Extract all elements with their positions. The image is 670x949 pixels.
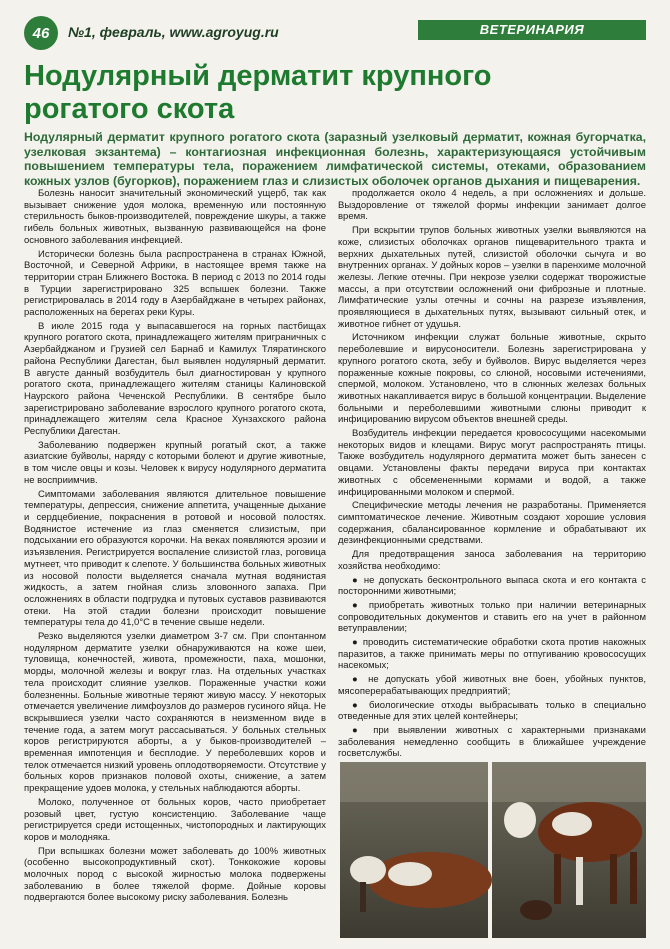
paragraph: Молоко, полученное от больных коров, часто приобретает розовый цвет, густую консистенцию. Заболевание чаще регистрируется среди истощенных, чистопородных и лактирующих коров и молодняка. bbox=[24, 796, 326, 843]
cow-patch-left bbox=[388, 862, 432, 886]
paragraph: Исторически болезнь была распространена в странах Южной, Восточной, и Северной Африки, в настоящее время также на территории стран Ближнего Востока. В период с 2013 по 2014 годы в Турции зарегистрировано 325 вспышек болезни. Также регистрировалась в 2014 году в Азербайджане в четырех районах, расположенных на берегах реки Куры. bbox=[24, 248, 326, 319]
rubric-label: ВЕТЕРИНАРИЯ bbox=[418, 20, 646, 40]
issue-info: №1, февраль, www.agroyug.ru bbox=[68, 24, 279, 40]
paragraph: Заболеванию подвержен крупный рогатый скот, а также азиатские буйволы, наряду с которыми болеют и другие животные, в том числе овцы и козы. Человек к вирусу нодулярного дерматита не восприимчив. bbox=[24, 439, 326, 486]
fence-post bbox=[360, 882, 366, 912]
cow-body-left bbox=[368, 852, 492, 908]
cow-body-right bbox=[538, 802, 642, 862]
paragraph: Специфические методы лечения не разработаны. Применяется симптоматическое лечение. Животным создают хорошие условия содержания, сбалансированное кормление и обрабатывают их дезинфекционными средствами. bbox=[338, 500, 646, 547]
cow-leg bbox=[554, 854, 561, 904]
paragraph: Источником инфекции служат больные животные, скрыто переболевшие и вирусоносители. Болезнь зарегистрирована у крупного рогатого скота, зебу и буйволов. Вирус выделяется через пораженные кожные покровы, со слюной, носовыми истечениями, спермой, молоком. Установлено, что в слюнных железах больных животных накапливается вирус в большой концентрации. Выделение больными и переболевшими животными слюны приводит к инфицированию вирусом объектов внешней среды. bbox=[338, 332, 646, 426]
right-column bbox=[338, 188, 646, 787]
cow-head-right bbox=[504, 802, 536, 838]
cow-leg bbox=[576, 857, 583, 905]
paragraph: Для предотвращения заноса заболевания на территорию хозяйства необходимо: bbox=[338, 549, 646, 572]
paragraph: В июле 2015 года у выпасавшегося на горных пастбищах крупного рогатого скота, принадлежащего жителям приграничных с Азербайджаном и Грузией сел Барнаб и Камилух Тляратинского района Республики Дагестан, был выявлен нодулярный дерматит. В августе данный возбудитель был диагностирован у крупного рогатого скота, принадлежащего жителям станицы Калиновской Наурского района Чеченской Республики. В сентябре было зарегистрировано заболевание взрослого крупного рогатого скота, принадлежащего жителям села Красное Хунзахского района Республики Дагестан. bbox=[24, 320, 326, 438]
left-column bbox=[24, 188, 326, 906]
cow-patch-right bbox=[552, 812, 592, 836]
page-header bbox=[24, 16, 646, 48]
paragraph: продолжается около 4 недель, а при осложнениях и дольше. Выздоровление от тяжелой формы инфекции занимает долгое время. bbox=[338, 188, 646, 223]
paragraph: При вскрытии трупов больных животных узелки выявляются на коже, слизистых оболочках органов пищеварительного тракта и верхних дыхательных путей, слизистой оболочки сычуга и во внутренних органах. У дойных коров – узелки в паренхиме молочной железы. Легкие отечны. При некрозе узелки содержат творожистые массы, а при отсутствии осложнений они фиброзные и плотные. Лимфатические узлы отечны и сочны на разрезе изъявления, проявляющиеся в дыхательных путях, вызывают сильный отек, и животное гибнет от удушья. bbox=[338, 225, 646, 330]
paragraph: При вспышках болезни может заболевать до 100% животных (особенно высокопродуктивный скот). Тонкокожие коровы молочных пород с высокой жирностью молока подвержены заболеванию в более тяжелой форме. Дойные коровы подвергаются более высокому риску заболевания. Болезнь bbox=[24, 845, 326, 904]
list-item: ● приобретать животных только при наличии ветеринарных сопроводительных документов и ставить его на учет в районном ветуправлении; bbox=[338, 599, 646, 635]
list-item: ● не допускать убой животных вне боен, убойных пунктов, мясоперерабатывающих предприятий; bbox=[338, 674, 646, 697]
article-title: Нодулярный дерматит крупного рогатого скота bbox=[24, 60, 492, 125]
cow-head-left bbox=[350, 856, 386, 884]
photo-background bbox=[340, 762, 646, 802]
list-item: ● при выявлении животных с характерными признаками заболевания немедленно сообщить в ближайшее учреждение госветслужбы. bbox=[338, 724, 646, 760]
paragraph: Болезнь наносит значительный экономический ущерб, так как вызывает снижение удоя молока, временную или постоянную стерильность быков-производителей, повреждение шкуры, а также гибель больных животных, вызванную развивающейся на фоне основного заболевания инфекцией. bbox=[24, 188, 326, 246]
page-number: 46 bbox=[24, 16, 58, 50]
photo-divider bbox=[488, 762, 492, 938]
paragraph: Резко выделяются узелки диаметром 3-7 см. При спонтанном нодулярном дерматите узелки обнаруживаются на коже шеи, туловища, конечностей, живота, промежности, паха, мошонки, морды, молочной железы и вокруг глаз. На отдельных участках тела происходит слияние узелков. Пораженные участки кожи болезненны. Больные животные теряют живую массу. У некоторых отмечается увеличение лимфоузлов до размеров гусиного яйца. Не вскрывшиеся узелки часто сохраняются в неизменном виде в течение года, а затем могут рассасываться. У больных стельных коров регистрируются аборты, а у быков-производителей – временная импотенция и бесплодие. У переболевших коров и телок отмечается низкий уровень оплодотворяемости. Отсутствие у больных коров признаков половой охоты, снижение, а затем прекращение удоев молока, у стельных наблюдаются аборты. bbox=[24, 631, 326, 795]
paragraph: Возбудитель инфекции передается кровососущими насекомыми некоторых видов и клещами. Вирус могут распространять птицы. Также возбудитель нодулярного дерматита может быть занесен с овцами. Установлены факты передачи вируса при контактах животных с обсемененными кормами и водой, а также инфицированными молоком и спермой. bbox=[338, 428, 646, 498]
article-lead: Нодулярный дерматит крупного рогатого скота (заразный узелковый дерматит, кожная бугорчатка, узелковая экзантема) – контагиозная инфекционная болезнь, характеризующаяся устойчивым повышением температуры тела, поражением лимфатической системы, отеками, образованием кожных узлов (бугорков), поражением глаз и слизистых оболочек органов дыхания и пищеварения. bbox=[24, 130, 646, 188]
paragraph: Симптомами заболевания являются длительное повышение температуры, депрессия, снижение аппетита, учащенные дыхание и сердцебиение, покраснения в ротовой и носовой полостях. Водянистое истечение из глаз сменяется слизистым, при подсыхании его образуются корочки. На веках появляются эрозии и изъязвления. Регистрируется воспаление слизистой глаз, роговица мутнеет, что приводит к слепоте. У большинства больных животных из носовой полости выделяется сначала мутная водянистая жидкость, а затем гнойная слизь зловонного запаха. При осложнениях в области подгрудка и путовых суставов развиваются отеки. На этой стадии болезни происходит повышение температуры тела до 41,0°С в течение свыше недели. bbox=[24, 488, 326, 629]
cow-calf bbox=[520, 900, 552, 920]
cattle-photo bbox=[340, 762, 646, 938]
list-item: ● не допускать бесконтрольного выпаса скота и его контакта с посторонними животными; bbox=[338, 574, 646, 598]
cow-leg bbox=[610, 854, 617, 904]
list-item: ● проводить систематические обработки скота против накожных паразитов, а также принимать меры по отпугиванию кровососущих насекомых; bbox=[338, 637, 646, 672]
list-item: ● биологические отходы выбрасывать только в специально отведенные для этих целей контейнеры; bbox=[338, 699, 646, 723]
cow-leg bbox=[630, 852, 637, 904]
